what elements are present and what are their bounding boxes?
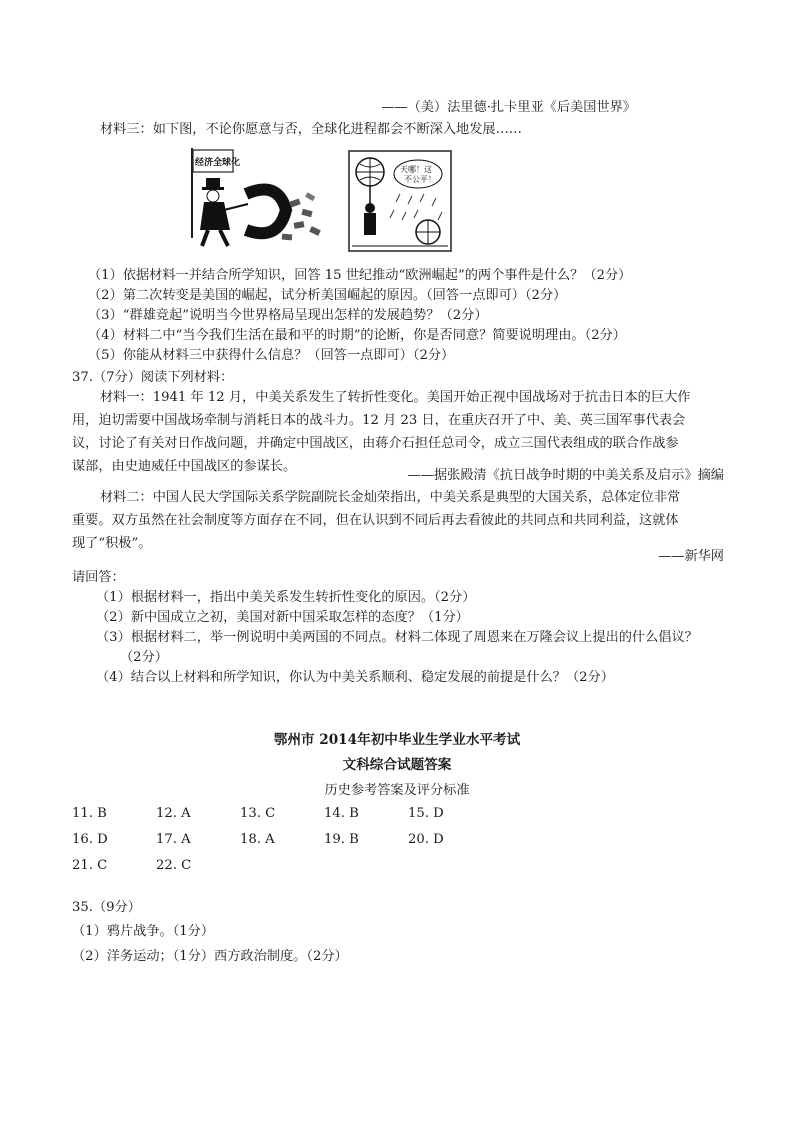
speech-line-1: 天哪！这	[400, 165, 432, 174]
q37-title: 37.（7分）阅读下列材料：	[72, 370, 234, 385]
q37-ask: 请回答：	[72, 570, 125, 585]
q37-material2-source: ——新华网	[658, 549, 724, 564]
q36-item-5: （5）你能从材料三中获得什么信息？（回答一点即可）（2分）	[88, 348, 455, 363]
answer-item: 22. C	[156, 858, 192, 873]
q37-material2-line3: 现了“积极”。	[72, 536, 152, 551]
answer-item: 15. D	[408, 806, 444, 821]
q37-material1-line3: 议，讨论了有关对日作战问题，并确定中国战区，由蒋介石担任总司令，成立三国代表组成的联合作战参	[72, 436, 679, 451]
answer-item: 13. C	[240, 806, 276, 821]
answer-item: 21. C	[72, 858, 108, 873]
answers-title-subject: 文科综合试题答案	[342, 757, 452, 773]
material3-intro: 材料三：如下图，不论你愿意与否，全球化进程都会不断深入地发展……	[100, 122, 522, 137]
q37-item-3: （3）根据材料二，举一例说明中美两国的不同点。材料二体现了周恩来在万隆会议上提出的什么倡议？	[96, 630, 698, 645]
answer-item: 14. B	[324, 806, 359, 821]
q37-material2-line1: 材料二：中国人民大学国际关系学院副院长金灿荣指出，中美关系是典型的大国关系，总体定位非常	[100, 490, 681, 505]
q37-material2-line2: 重要。双方虽然在社会制度等方面存在不同，但在认识到不同后再去看彼此的共同点和共同利益，这就体	[72, 513, 679, 528]
material3-source: ——（美）法里德·扎卡里亚《后美国世界》	[381, 100, 636, 115]
answers-title-history: 历史参考答案及评分标准	[324, 783, 470, 798]
answers-title-exam: 鄂州市 2014年初中毕业生学业水平考试	[273, 732, 521, 748]
answer-q35-title: 35.（9分）	[72, 900, 141, 915]
flag-label: 经济全球化	[195, 158, 241, 168]
answer-item: 18. A	[240, 832, 275, 847]
answer-item: 12. A	[156, 806, 191, 821]
q37-item-3-score: （2分）	[120, 650, 168, 665]
q37-material1-line4: 谋部，由史迪威任中国战区的参谋长。	[72, 459, 297, 474]
q37-material1-line2: 用，迫切需要中国战场牵制与消耗日本的战斗力。12 月 23 日，在重庆召开了中、美、英三国军事代表会	[72, 413, 686, 428]
q36-item-2: （2）第二次转变是美国的崛起，试分析美国崛起的原因。（回答一点即可）（2分）	[88, 288, 567, 303]
q37-material1-line1: 材料一：1941 年 12 月，中美关系发生了转折性变化。美国开始正视中国战场对于抗击日本的巨大作	[100, 390, 691, 405]
q37-item-2: （2）新中国成立之初，美国对新中国采取怎样的态度？（1分）	[96, 610, 469, 625]
globalization-cartoon-drawing	[186, 146, 330, 250]
q36-item-1: （1）依据材料一并结合所学知识，回答 15 世纪推动“欧洲崛起”的两个事件是什么？（2分）	[88, 268, 632, 283]
answer-q35-1: （1）鸦片战争。（1分）	[72, 924, 215, 939]
answer-item: 11. B	[72, 806, 107, 821]
answer-q35-2: （2）洋务运动；（1分）西方政治制度。（2分）	[72, 949, 348, 964]
unfairness-cartoon	[348, 150, 452, 252]
q36-item-4: （4）材料二中“当今我们生活在最和平的时期”的论断，你是否同意？简要说明理由。（2分）	[88, 328, 626, 343]
answer-item: 16. D	[72, 832, 108, 847]
q36-item-3: （3）“群雄竞起”说明当今世界格局呈现出怎样的发展趋势？（2分）	[88, 308, 488, 323]
speech-line-2: 不公平！	[404, 175, 436, 184]
unfairness-cartoon-drawing	[348, 150, 452, 252]
answer-item: 17. A	[156, 832, 191, 847]
q37-item-4: （4）结合以上材料和所学知识，你认为中美关系顺利、稳定发展的前提是什么？（2分）	[96, 670, 614, 685]
q37-material1-source: ——据张殿清《抗日战争时期的中美关系及启示》摘编	[407, 468, 724, 483]
globalization-cartoon	[186, 146, 330, 250]
answer-item: 19. B	[324, 832, 359, 847]
answer-item: 20. D	[408, 832, 444, 847]
q37-item-1: （1）根据材料一，指出中美关系发生转折性变化的原因。（2分）	[96, 590, 476, 605]
